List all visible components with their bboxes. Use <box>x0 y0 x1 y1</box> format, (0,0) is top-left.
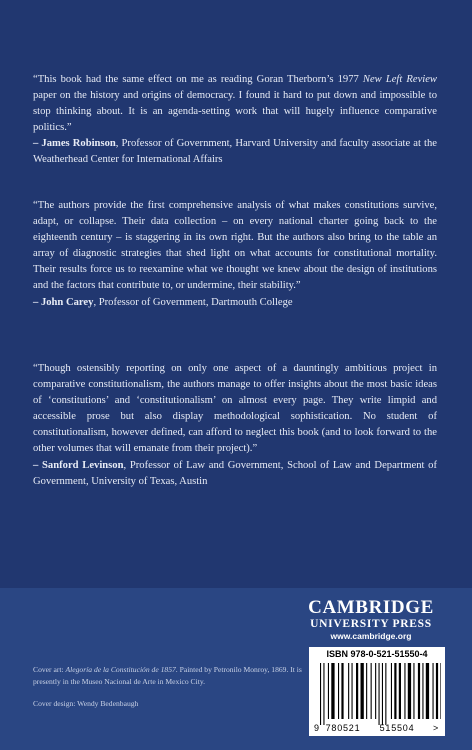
barcode-digits-left: 780521 <box>325 723 361 733</box>
blurb-author: – Sanford Levinson <box>33 459 124 471</box>
barcode-bar <box>391 663 392 719</box>
barcode-bar <box>426 663 429 719</box>
blurb-author: – John Carey <box>33 296 94 308</box>
barcode-bar <box>382 663 383 725</box>
barcode-bar <box>366 663 367 719</box>
blurb-affiliation: , Professor of Government, Harvard University and faculty associate at the Weatherhead Center for International Affairs <box>33 138 437 166</box>
barcode-bar <box>356 663 358 719</box>
barcode-bar <box>352 663 353 719</box>
publisher-url: www.cambridge.org <box>330 631 412 641</box>
barcode-bar <box>394 663 396 719</box>
blurb-attribution <box>33 136 437 168</box>
isbn-barcode <box>309 647 445 736</box>
barcode-icon <box>313 661 441 733</box>
blurb-affiliation: , Professor of Government, Dartmouth College <box>93 296 293 308</box>
artwork-title: Alegoría de la Constitución de 1857 <box>65 665 176 674</box>
publisher-logo <box>296 598 446 642</box>
publisher-subtitle: UNIVERSITY PRESS <box>310 618 432 630</box>
blurb-carey <box>33 198 437 311</box>
barcode-bar <box>338 663 339 719</box>
blurb-text <box>33 72 437 136</box>
barcode-bar <box>379 663 380 725</box>
barcode-bar <box>328 663 329 719</box>
credit-prefix: Cover art: <box>33 665 66 674</box>
barcode-bar <box>323 663 324 725</box>
publisher-name: CAMBRIDGE <box>308 597 434 618</box>
blurb-text: “The authors provide the first comprehensive analysis of what makes constitutions survive, adapt, or collapse. Their data collection – on every national charter going back to the eighteenth century – is staggering in its own right. But the authors also bring to the table an array of diagnostic strategies that shed light on what accounts for constitutional mortality. Their results force us to reexamine what we thought we knew about the design of institutions and the factors that contribute to, or undermine, their stability.” <box>33 200 437 292</box>
barcode-bar <box>433 663 434 719</box>
barcode-bar <box>385 663 386 725</box>
blurb-text: “Though ostensibly reporting on only one aspect of a dauntingly ambitious project in comparative constitutionalism, the authors manage to offer insights about the most basic ideas of ‘constitutions’ and ‘constitutionalism’ on almost every page. They write limpid and accessible prose but also display methodological sophistication. No student of constitutionalism, however defined, can afford to neglect this book (and to look forward to the other volumes that will emanate from their project).” <box>33 363 437 455</box>
blurb-attribution <box>33 458 437 490</box>
barcode-bar <box>422 663 423 719</box>
barcode-bar <box>371 663 372 719</box>
journal-title: New Left Review <box>362 74 437 85</box>
barcode-bar <box>361 663 364 719</box>
blurb-robinson <box>33 72 437 169</box>
barcode-digit-first: 9 <box>314 723 320 733</box>
barcode-bar <box>436 663 438 719</box>
credit-rest: . Painted by Petronilo Monroy, 1869. It is presently in the Museo Nacional de Arte in Mexico City. <box>33 665 302 686</box>
barcode-digit-end: > <box>433 723 439 733</box>
barcode-bar <box>404 663 405 719</box>
barcode-digits-right: 515504 <box>379 723 415 733</box>
blurb-affiliation: , Professor of Law and Government, School of Law and Department of Government, University of Texas, Austin <box>33 459 437 487</box>
blurb-author: – James Robinson <box>33 138 116 150</box>
barcode-bar <box>331 663 334 719</box>
barcode-bar <box>418 663 420 719</box>
blurb-attribution <box>33 295 437 311</box>
isbn-number: ISBN 978-0-521-51550-4 <box>326 649 428 659</box>
barcode-bar <box>375 663 376 719</box>
barcode-bar <box>341 663 343 719</box>
cover-credits <box>33 664 313 710</box>
barcode-bar <box>348 663 349 719</box>
barcode-bar <box>320 663 321 725</box>
blurb-text-part: paper on the history and origins of democracy. I found it hard to put down and impossible to stop thinking about. It is an agenda-setting work that will hugely influence comparative politics.” <box>33 90 437 134</box>
blurb-text-part: “This book had the same effect on me as reading Goran Therborn’s 1977 <box>33 74 363 85</box>
barcode-bar <box>440 663 441 719</box>
barcode-bar <box>413 663 414 719</box>
cover-design-credit: Cover design: Wendy Bedenbaugh <box>33 699 139 708</box>
cover-art-credit <box>33 664 313 688</box>
barcode-bar <box>399 663 401 719</box>
barcode-bar <box>408 663 411 719</box>
blurb-levinson <box>33 361 437 490</box>
